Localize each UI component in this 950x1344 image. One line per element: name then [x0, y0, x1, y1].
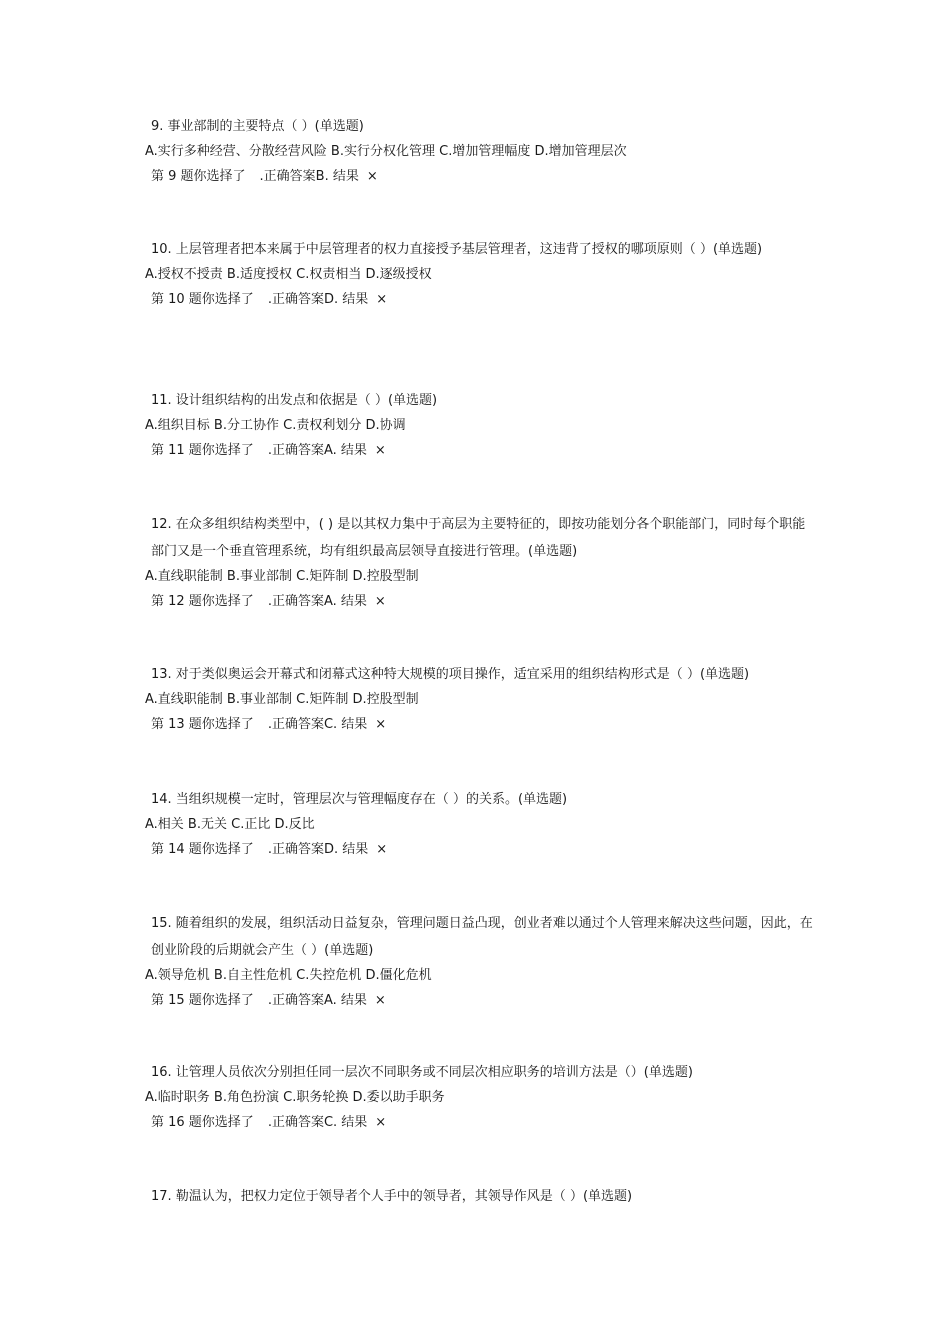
- result-choice-label: 第 9 题你选择了: [151, 169, 246, 184]
- result-choice-label: 第 15 题你选择了: [151, 993, 254, 1008]
- question-11: [145, 387, 815, 463]
- question-title: 16. 让管理人员依次分别担任同一层次不同职务或不同层次相应职务的培训方法是（）(单选题): [151, 1065, 693, 1080]
- question-options: A.授权不授责 B.适度授权 C.权责相当 D.逐级授权: [145, 267, 432, 282]
- question-title: 9. 事业部制的主要特点（ ）(单选题): [151, 119, 364, 134]
- result-choice-label: 第 16 题你选择了: [151, 1115, 254, 1130]
- question-result: [145, 287, 815, 312]
- question-title: 17. 勒温认为，把权力定位于领导者个人手中的领导者，其领导作风是（ ）(单选题): [151, 1189, 633, 1204]
- question-17: [145, 1183, 815, 1210]
- question-result: [145, 988, 815, 1013]
- question-options: A.相关 B.无关 C.正比 D.反比: [145, 817, 315, 832]
- wrong-mark-icon: ×: [366, 169, 378, 184]
- result-correct-answer: .正确答案C. 结果: [267, 717, 368, 732]
- question-14: [145, 786, 815, 862]
- wrong-mark-icon: ×: [374, 443, 386, 458]
- question-title: 11. 设计组织结构的出发点和依据是（ ）(单选题): [151, 393, 438, 408]
- question-options: A.临时职务 B.角色扮演 C.职务轮换 D.委以助手职务: [145, 1090, 445, 1105]
- question-title: 15. 随着组织的发展，组织活动日益复杂，管理问题日益凸现，创业者难以通过个人管理来解决这些问题，因此，在创业阶段的后期就会产生（ ）(单选题): [151, 916, 813, 958]
- question-15: [145, 910, 815, 1013]
- question-12: [145, 511, 815, 614]
- result-correct-answer: .正确答案B. 结果: [259, 169, 359, 184]
- question-result: [145, 837, 815, 862]
- wrong-mark-icon: ×: [375, 1115, 387, 1130]
- question-result: [145, 589, 815, 614]
- question-result: [145, 438, 815, 463]
- question-options: A.直线职能制 B.事业部制 C.矩阵制 D.控股型制: [145, 692, 419, 707]
- question-result: [145, 712, 815, 737]
- question-title: 14. 当组织规模一定时，管理层次与管理幅度存在（ ）的关系。(单选题): [151, 792, 568, 807]
- question-result: [145, 164, 815, 189]
- result-choice-label: 第 10 题你选择了: [151, 292, 254, 307]
- question-title: 13. 对于类似奥运会开幕式和闭幕式这种特大规模的项目操作，适宜采用的组织结构形式是（ ）(单选题): [151, 667, 750, 682]
- question-result: [145, 1110, 815, 1135]
- result-correct-answer: .正确答案A. 结果: [267, 993, 367, 1008]
- result-correct-answer: .正确答案D. 结果: [267, 842, 369, 857]
- question-10: [145, 236, 815, 312]
- question-9: [145, 113, 815, 189]
- question-options: A.组织目标 B.分工协作 C.责权利划分 D.协调: [145, 418, 406, 433]
- wrong-mark-icon: ×: [374, 594, 386, 609]
- wrong-mark-icon: ×: [375, 717, 387, 732]
- result-correct-answer: .正确答案C. 结果: [267, 1115, 368, 1130]
- result-correct-answer: .正确答案A. 结果: [267, 594, 367, 609]
- wrong-mark-icon: ×: [374, 993, 386, 1008]
- question-options: A.领导危机 B.自主性危机 C.失控危机 D.僵化危机: [145, 968, 432, 983]
- question-title: 12. 在众多组织结构类型中，( ) 是以其权力集中于高层为主要特征的，即按功能划分各个职能部门，同时每个职能部门又是一个垂直管理系统，均有组织最高层领导直接进行管理。(单选题): [151, 517, 806, 559]
- wrong-mark-icon: ×: [376, 842, 388, 857]
- question-options: A.直线职能制 B.事业部制 C.矩阵制 D.控股型制: [145, 569, 419, 584]
- question-options: A.实行多种经营、分散经营风险 B.实行分权化管理 C.增加管理幅度 D.增加管理层次: [145, 144, 627, 159]
- wrong-mark-icon: ×: [376, 292, 388, 307]
- question-title: 10. 上层管理者把本来属于中层管理者的权力直接授予基层管理者，这违背了授权的哪项原则（ ）(单选题): [151, 242, 763, 257]
- result-choice-label: 第 12 题你选择了: [151, 594, 254, 609]
- result-choice-label: 第 13 题你选择了: [151, 717, 254, 732]
- result-choice-label: 第 14 题你选择了: [151, 842, 254, 857]
- question-16: [145, 1059, 815, 1135]
- question-13: [145, 661, 815, 737]
- result-correct-answer: .正确答案A. 结果: [267, 443, 367, 458]
- result-choice-label: 第 11 题你选择了: [151, 443, 254, 458]
- result-correct-answer: .正确答案D. 结果: [267, 292, 369, 307]
